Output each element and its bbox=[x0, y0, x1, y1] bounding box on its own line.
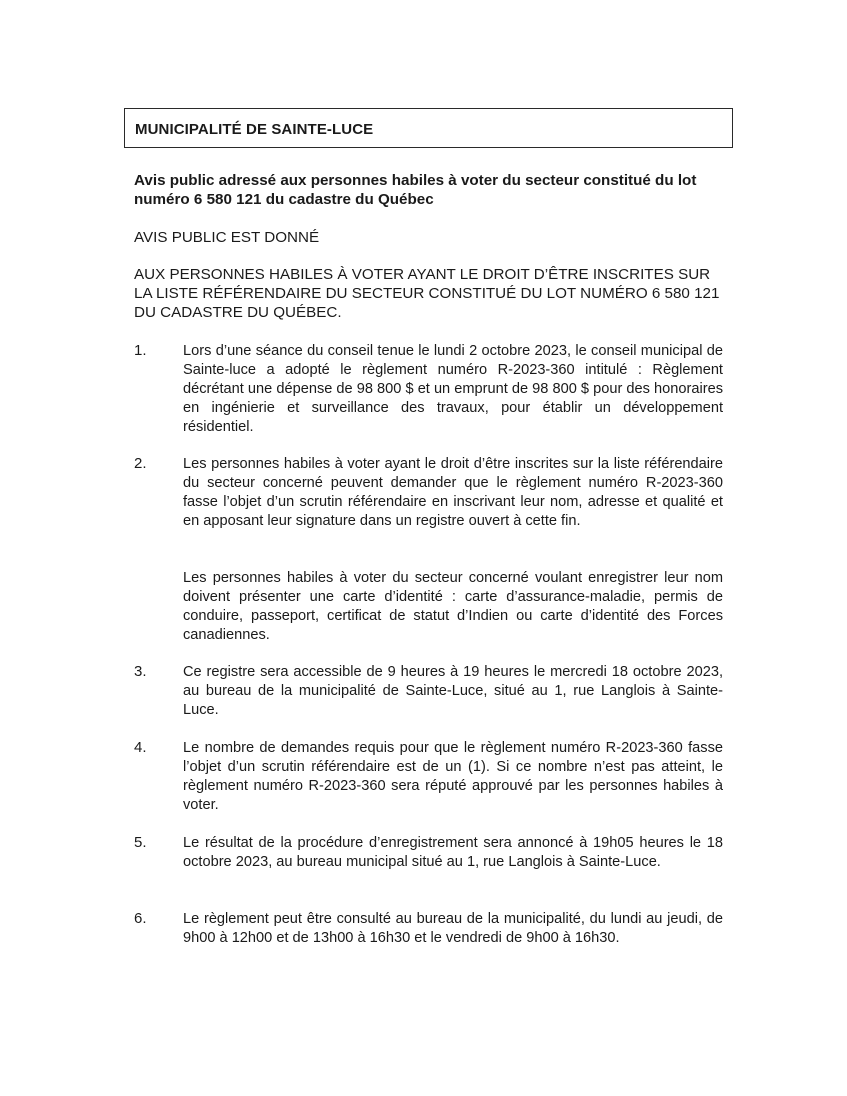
item-number-4: 4. bbox=[134, 739, 147, 756]
item-number-5: 5. bbox=[134, 834, 147, 851]
item-text-5: Le résultat de la procédure d’enregistrement sera annoncé à 19h05 heures le 18 octobre 2023, au bureau municipal situé au 1, rue Langlois à Sainte-Luce. bbox=[183, 835, 723, 870]
notice-subject: Avis public adressé aux personnes habiles à voter du secteur constitué du lot numéro 6 580 121 du cadastre du Québec bbox=[134, 172, 697, 208]
item-text-2: Les personnes habiles à voter ayant le droit d’être inscrites sur la liste référendaire du secteur concerné peuvent demander que le règlement numéro R-2023-360 fasse l’objet d’un scrutin référendaire en inscrivant leur nom, adresse et qualité et en apposant leur signature dans un registre ouvert à cette fin. bbox=[183, 456, 723, 529]
header-box bbox=[124, 108, 733, 148]
item-text-2-continued: Les personnes habiles à voter du secteur concerné voulant enregistrer leur nom doivent présenter une carte d’identité : carte d’assurance-maladie, permis de conduire, passeport, certificat de statut d’Indien ou carte d’identité des Forces canadiennes. bbox=[183, 570, 723, 643]
item-text-4: Le nombre de demandes requis pour que le règlement numéro R-2023-360 fasse l’objet d’un scrutin référendaire est de un (1). Si ce nombre n’est pas atteint, le règlement numéro R-2023-360 sera réputé approuvé par les personnes habiles à voter. bbox=[183, 740, 723, 813]
item-text-3: Ce registre sera accessible de 9 heures à 19 heures le mercredi 18 octobre 2023, au bureau de la municipalité de Sainte-Luce, situé au 1, rue Langlois à Sainte-Luce. bbox=[183, 664, 723, 718]
item-number-1: 1. bbox=[134, 342, 147, 359]
item-number-2: 2. bbox=[134, 455, 147, 472]
notice-announcement: AVIS PUBLIC EST DONNÉ bbox=[134, 229, 320, 246]
item-text-6: Le règlement peut être consulté au bureau de la municipalité, du lundi au jeudi, de 9h00 à 12h00 et de 13h00 à 16h30 et le vendredi de 9h00 à 16h30. bbox=[183, 911, 723, 946]
item-text-1: Lors d’une séance du conseil tenue le lundi 2 octobre 2023, le conseil municipal de Sainte-luce a adopté le règlement numéro R-2023-360 intitulé : Règlement décrétant une dépense de 98 800 $ et un emprunt de 98 800 $ pour des honoraires en ingénierie et surveillance des travaux, pour établir un développement résidentiel. bbox=[183, 343, 723, 435]
item-number-3: 3. bbox=[134, 663, 147, 680]
item-number-6: 6. bbox=[134, 910, 147, 927]
municipality-title: MUNICIPALITÉ DE SAINTE-LUCE bbox=[135, 121, 374, 138]
notice-recipients: AUX PERSONNES HABILES À VOTER AYANT LE DROIT D’ÊTRE INSCRITES SUR LA LISTE RÉFÉRENDAIRE DU SECTEUR CONSTITUÉ DU LOT NUMÉRO 6 580 121 DU CADASTRE DU QUÉBEC. bbox=[134, 266, 720, 321]
